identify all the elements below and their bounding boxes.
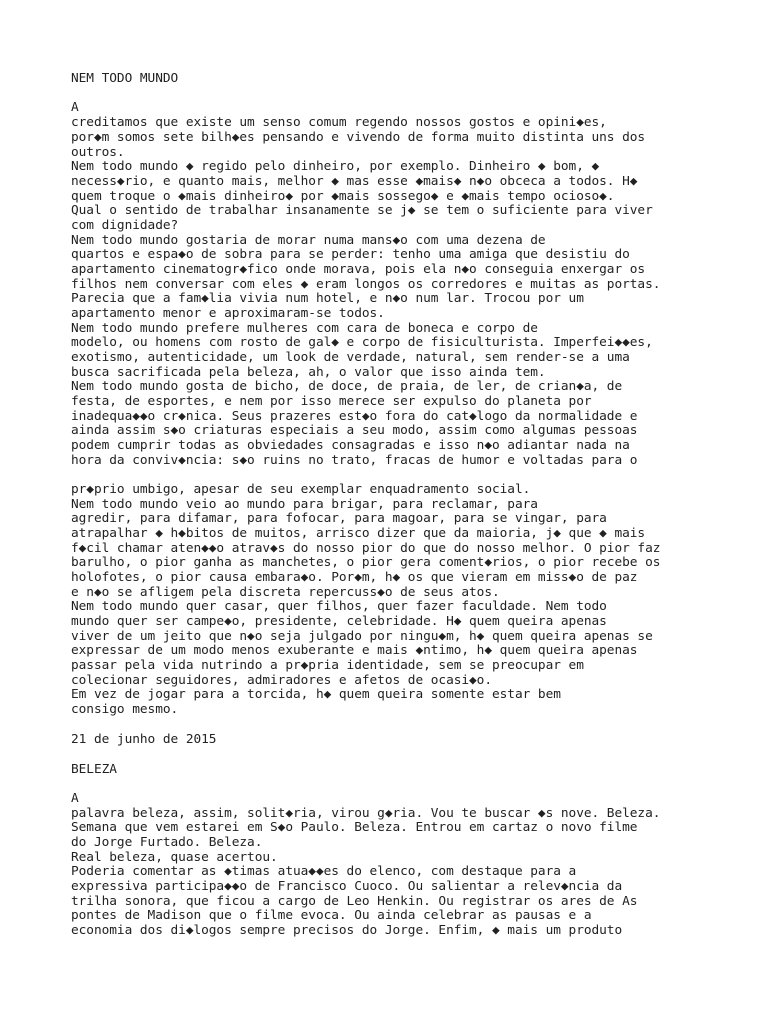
text-line: necess◆rio, e quanto mais, melhor ◆ mas esse ◆mais◆ n◆o obceca a todos. H◆ <box>71 174 638 189</box>
text-line: colecionar seguidores, admiradores e afetos de ocasi◆o. <box>71 673 492 688</box>
text-line: Em vez de jogar para a torcida, h◆ quem queira somente estar bem <box>71 687 561 702</box>
text-line: inadequa◆◆o cr◆nica. Seus prazeres est◆o fora do cat◆logo da normalidade e <box>71 409 638 424</box>
text-line: outros. <box>71 145 125 160</box>
text-line: busca sacrificada pela beleza, ah, o valor que isso ainda tem. <box>71 365 546 380</box>
text-line: Nem todo mundo veio ao mundo para brigar, para reclamar, para <box>71 497 538 512</box>
text-line: ainda assim s◆o criaturas especiais a seu modo, assim como algumas pessoas <box>71 423 638 438</box>
text-line: consigo mesmo. <box>71 702 179 717</box>
text-line: por◆m somos sete bilh◆es pensando e vivendo de forma muito distinta uns dos <box>71 130 646 145</box>
text-line: modelo, ou homens com rosto de gal◆ e corpo de fisiculturista. Imperfei◆◆es, <box>71 335 653 350</box>
text-line: Semana que vem estarei em S◆o Paulo. Beleza. Entrou em cartaz o novo filme <box>71 820 638 835</box>
text-line: creditamos que existe um senso comum regendo nossos gostos e opini◆es, <box>71 115 607 130</box>
text-line: Poderia comentar as ◆timas atua◆◆es do elenco, com destaque para a <box>71 864 577 879</box>
text-line: Nem todo mundo prefere mulheres com cara de boneca e corpo de <box>71 321 538 336</box>
text-line: Nem todo mundo gostaria de morar numa mans◆o com uma dezena de <box>71 233 546 248</box>
section-title: NEM TODO MUNDO <box>71 71 179 86</box>
text-line: Nem todo mundo gosta de bicho, de doce, de praia, de ler, de crian◆a, de <box>71 379 623 394</box>
text-line: pr◆prio umbigo, apesar de seu exemplar enquadramento social. <box>71 482 531 497</box>
drop-cap: A <box>71 100 79 115</box>
text-line: podem cumprir todas as obviedades consagradas e isso n◆o adiantar nada na <box>71 438 630 453</box>
text-line: quem troque o ◆mais dinheiro◆ por ◆mais sossego◆ e ◆mais tempo ocioso◆. <box>71 189 615 204</box>
text-line: passar pela vida nutrindo a pr◆pria identidade, sem se preocupar em <box>71 658 584 673</box>
text-line: palavra beleza, assim, solit◆ria, virou g◆ria. Vou te buscar ◆s nove. Beleza. <box>71 806 661 821</box>
text-line: com dignidade? <box>71 218 179 233</box>
text-line: do Jorge Furtado. Beleza. <box>71 835 263 850</box>
text-line: quartos e espa◆o de sobra para se perder: tenho uma amiga que desistiu do <box>71 247 630 262</box>
text-line: filhos nem conversar com eles ◆ eram longos os corredores e muitas as portas. <box>71 277 661 292</box>
text-line: agredir, para difamar, para fofocar, para magoar, para se vingar, para <box>71 511 607 526</box>
text-line: atrapalhar ◆ h◆bitos de muitos, arrisco dizer que da maioria, j◆ que ◆ mais <box>71 526 646 541</box>
text-line: pontes de Madison que o filme evoca. Ou ainda celebrar as pausas e a <box>71 908 592 923</box>
section-title: BELEZA <box>71 762 117 777</box>
text-line: Parecia que a fam◆lia vivia num hotel, e n◆o num lar. Trocou por um <box>71 291 584 306</box>
text-line: economia dos di◆logos sempre precisos do Jorge. Enfim, ◆ mais um produto <box>71 923 623 938</box>
text-line: expressar de um modo menos exuberante e mais ◆ntimo, h◆ quem queira apenas <box>71 643 638 658</box>
text-line: Nem todo mundo ◆ regido pelo dinheiro, por exemplo. Dinheiro ◆ bom, ◆ <box>71 159 600 174</box>
date-line: 21 de junho de 2015 <box>71 732 217 747</box>
text-line: viver de um jeito que n◆o seja julgado por ningu◆m, h◆ quem queira apenas se <box>71 629 653 644</box>
text-line: holofotes, o pior causa embara◆o. Por◆m, h◆ os que vieram em miss◆o de paz <box>71 570 638 585</box>
text-line: trilha sonora, que ficou a cargo de Leo Henkin. Ou registrar os ares de As <box>71 894 638 909</box>
text-line: e n◆o se afligem pela discreta repercuss◆o de seus atos. <box>71 585 500 600</box>
text-line: barulho, o pior ganha as manchetes, o pior gera coment◆rios, o pior recebe os <box>71 555 661 570</box>
text-line: expressiva participa◆◆o de Francisco Cuoco. Ou salientar a relev◆ncia da <box>71 879 623 894</box>
text-line: hora da conviv◆ncia: s◆o ruins no trato, fracas de humor e voltadas para o <box>71 453 638 468</box>
text-line: apartamento cinematogr◆fico onde morava, pois ela n◆o conseguia enxergar os <box>71 262 646 277</box>
drop-cap: A <box>71 791 79 806</box>
text-line: Qual o sentido de trabalhar insanamente se j◆ se tem o suficiente para viver <box>71 203 653 218</box>
text-line: f◆cil chamar aten◆◆o atrav◆s do nosso pior do que do nosso melhor. O pior faz <box>71 541 661 556</box>
text-line: exotismo, autenticidade, um look de verdade, natural, sem render-se a uma <box>71 350 630 365</box>
text-line: Nem todo mundo quer casar, quer filhos, quer fazer faculdade. Nem todo <box>71 599 607 614</box>
text-line: festa, de esportes, e nem por isso merece ser expulso do planeta por <box>71 394 592 409</box>
text-line: apartamento menor e aproximaram-se todos. <box>71 306 385 321</box>
text-line: Real beleza, quase acertou. <box>71 850 278 865</box>
text-line: mundo quer ser campe◆o, presidente, celebridade. H◆ quem queira apenas <box>71 614 607 629</box>
